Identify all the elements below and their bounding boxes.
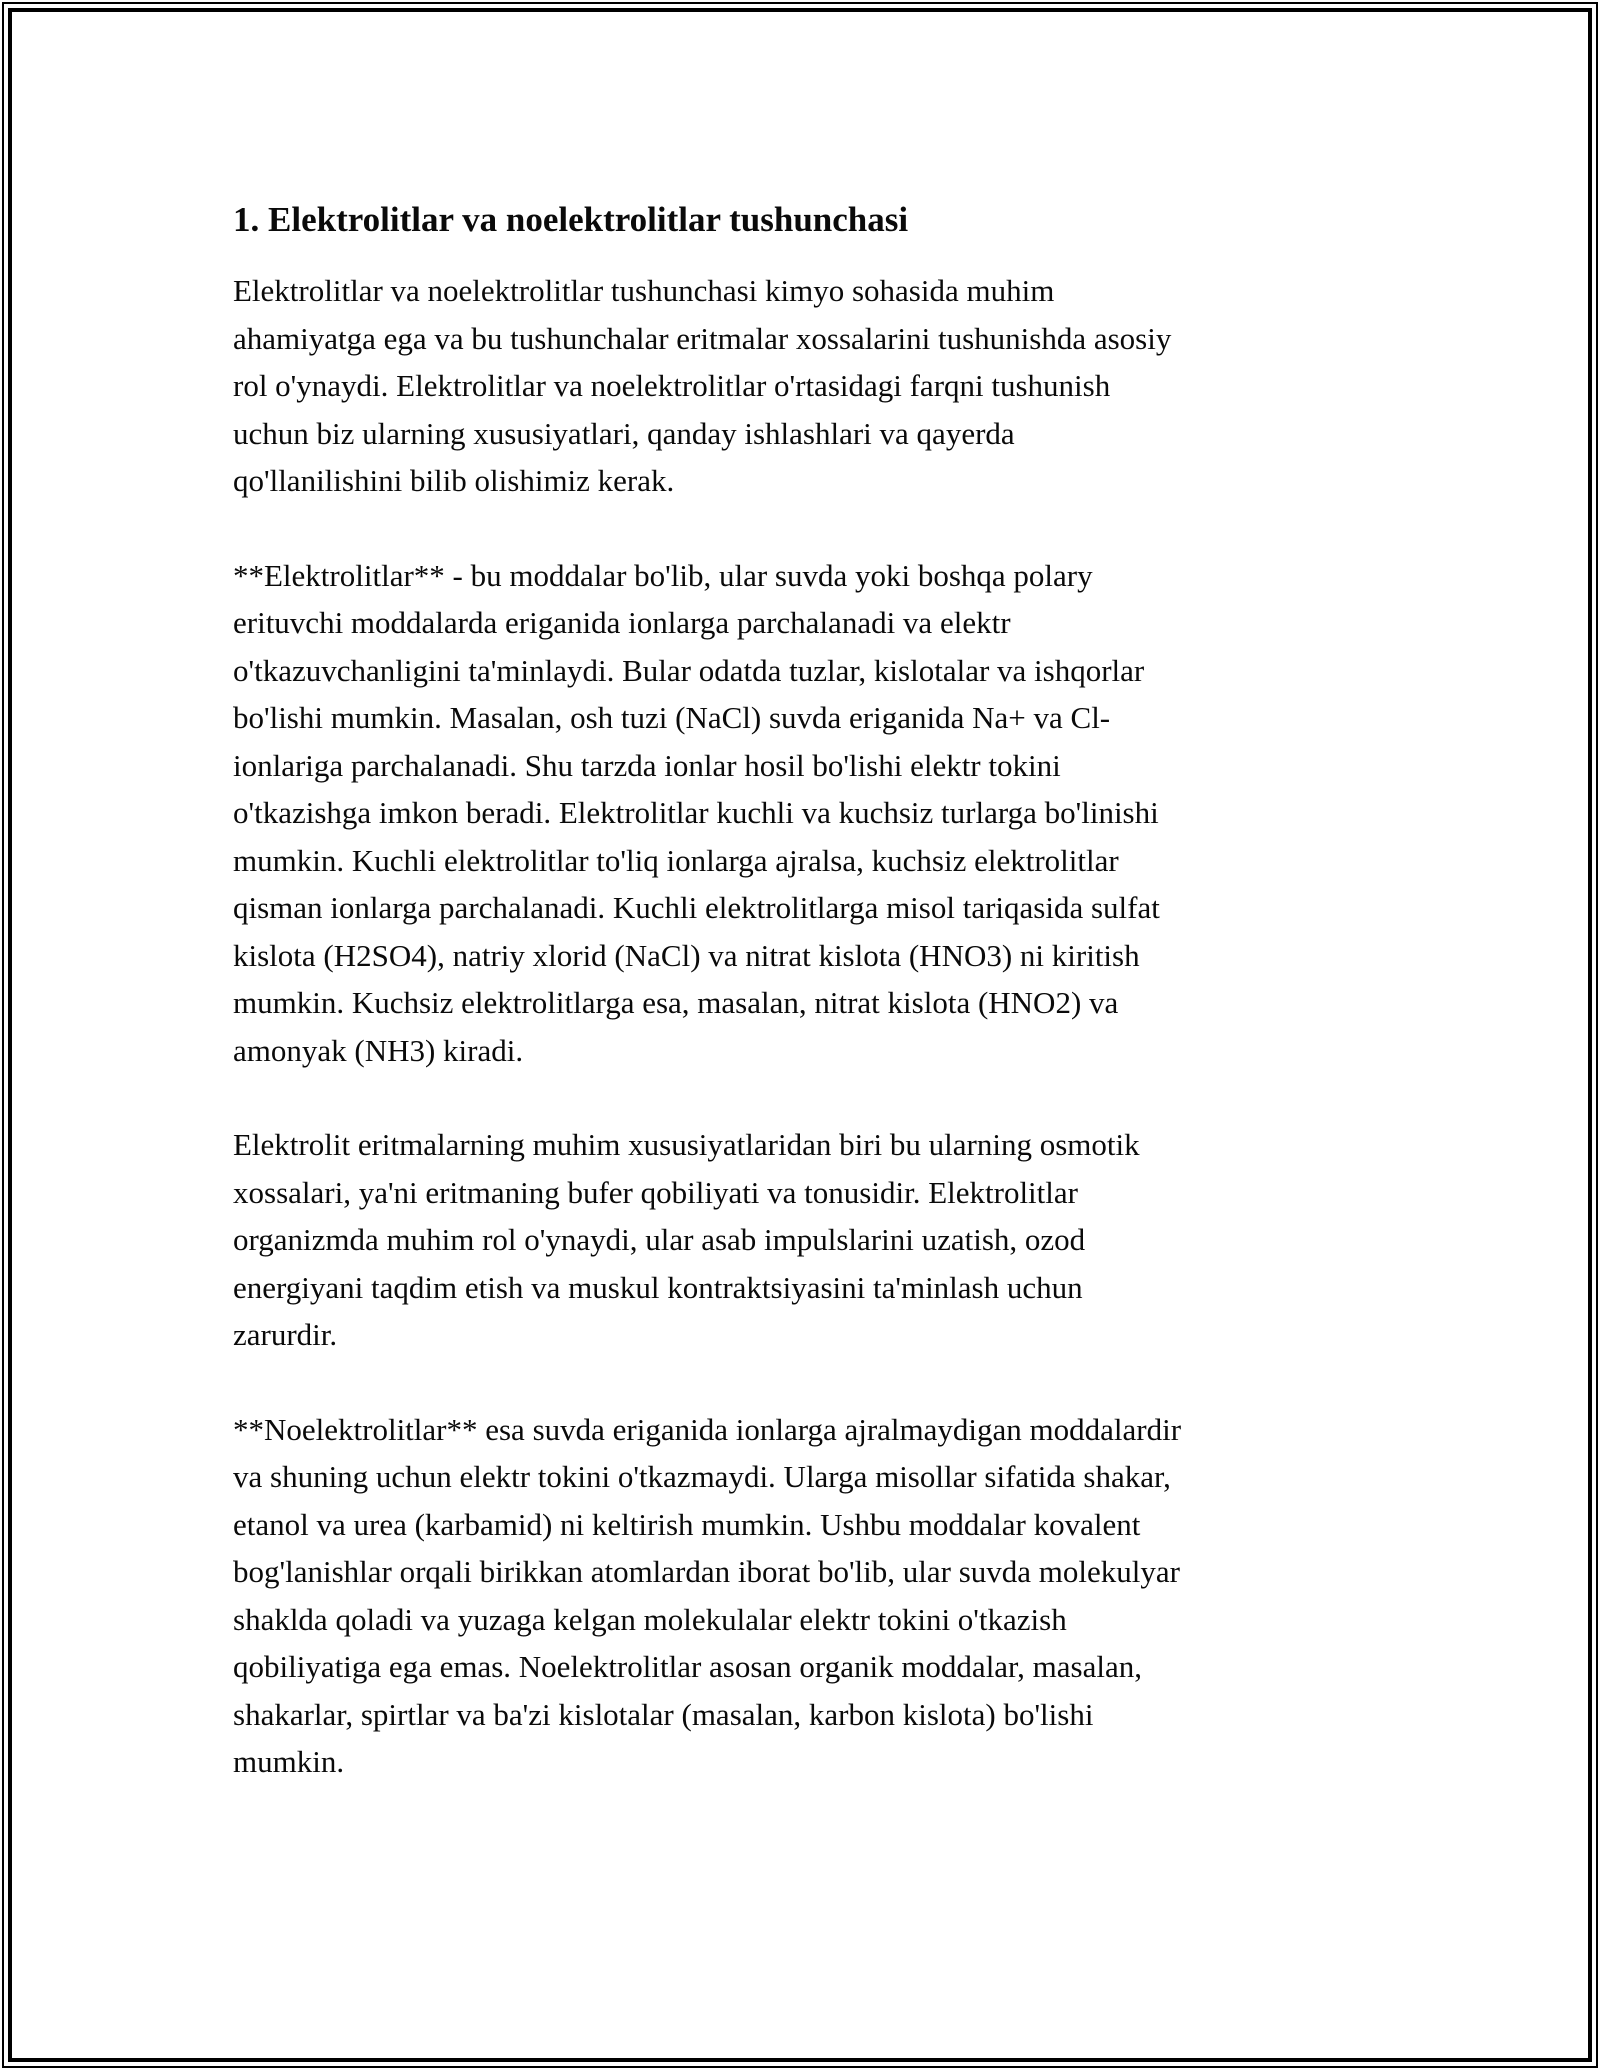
text-line: shaklda qoladi va yuzaga kelgan molekulalar elektr tokini o'tkazish <box>233 1601 1067 1637</box>
text-line: organizmda muhim rol o'ynaydi, ular asab impulslarini uzatish, ozod <box>233 1222 1086 1257</box>
document-title: 1. Elektrolitlar va noelektrolitlar tushunchasi <box>233 200 909 239</box>
text-line: zarurdir. <box>233 1317 338 1352</box>
text-line: bog'lanishlar orqali birikkan atomlardan iborat bo'lib, ular suvda molekulyar <box>233 1554 1180 1589</box>
text-line: mumkin. Kuchli elektrolitlar to'liq ionlarga ajralsa, kuchsiz elektrolitlar <box>233 842 1119 878</box>
paragraph <box>233 267 1373 505</box>
text-line: mumkin. Kuchsiz elektrolitlarga esa, masalan, nitrat kislota (HNO2) va <box>233 985 1119 1020</box>
text-line: **Noelektrolitlar** esa suvda eriganida ionlarga ajralmaydigan moddalardir <box>233 1411 1182 1447</box>
text-line: amonyak (NH3) kiradi. <box>233 1032 524 1068</box>
text-line: uchun biz ularning xususiyatlari, qanday ishlashlari va qayerda <box>233 415 1015 451</box>
text-line: mumkin. <box>233 1744 345 1779</box>
text-line: ionlariga parchalanadi. Shu tarzda ionlar hosil bo'lishi elektr tokini <box>233 747 1061 783</box>
text-line: va shuning uchun elektr tokini o'tkazmaydi. Ularga misollar sifatida shakar, <box>233 1459 1171 1494</box>
paragraph <box>233 1406 1373 1786</box>
text-line: ahamiyatga ega va bu tushunchalar eritmalar xossalarini tushunishda asosiy <box>233 320 1172 356</box>
text-line: erituvchi moddalarda eriganida ionlarga parchalanadi va elektr <box>233 605 1011 640</box>
text-line: bo'lishi mumkin. Masalan, osh tuzi (NaCl) suvda eriganida Na+ va Cl- <box>233 700 1111 735</box>
document-content <box>233 196 1373 1786</box>
text-line: qobiliyatiga ega emas. Noelektrolitlar asosan organik moddalar, masalan, <box>233 1649 1142 1684</box>
paragraph <box>233 1121 1373 1359</box>
text-line: **Elektrolitlar** - bu moddalar bo'lib, ular suvda yoki boshqa polary <box>233 557 1093 593</box>
text-line: rol o'ynaydi. Elektrolitlar va noelektrolitlar o'rtasidagi farqni tushunish <box>233 368 1111 403</box>
text-line: qisman ionlarga parchalanadi. Kuchli elektrolitlarga misol tariqasida sulfat <box>233 890 1160 925</box>
text-line: o'tkazuvchanligini ta'minlaydi. Bular odatda tuzlar, kislotalar va ishqorlar <box>233 652 1145 688</box>
text-line: o'tkazishga imkon beradi. Elektrolitlar kuchli va kuchsiz turlarga bo'linishi <box>233 795 1159 830</box>
paragraph <box>233 552 1373 1075</box>
text-line: kislota (H2SO4), natriy xlorid (NaCl) va nitrat kislota (HNO3) ni kiritish <box>233 937 1140 973</box>
text-line: Elektrolitlar va noelektrolitlar tushunchasi kimyo sohasida muhim <box>233 273 1055 308</box>
text-line: qo'llanilishini bilib olishimiz kerak. <box>233 463 675 498</box>
text-line: xossalari, ya'ni eritmaning bufer qobiliyati va tonusidir. Elektrolitlar <box>233 1174 1078 1210</box>
text-line: etanol va urea (karbamid) ni keltirish mumkin. Ushbu moddalar kovalent <box>233 1506 1141 1542</box>
document-body <box>233 267 1373 1786</box>
text-line: energiyani taqdim etish va muskul kontraktsiyasini ta'minlash uchun <box>233 1269 1083 1305</box>
text-line: Elektrolit eritmalarning muhim xususiyatlaridan biri bu ularning osmotik <box>233 1127 1140 1162</box>
text-line: shakarlar, spirtlar va ba'zi kislotalar (masalan, karbon kislota) bo'lishi <box>233 1696 1094 1732</box>
